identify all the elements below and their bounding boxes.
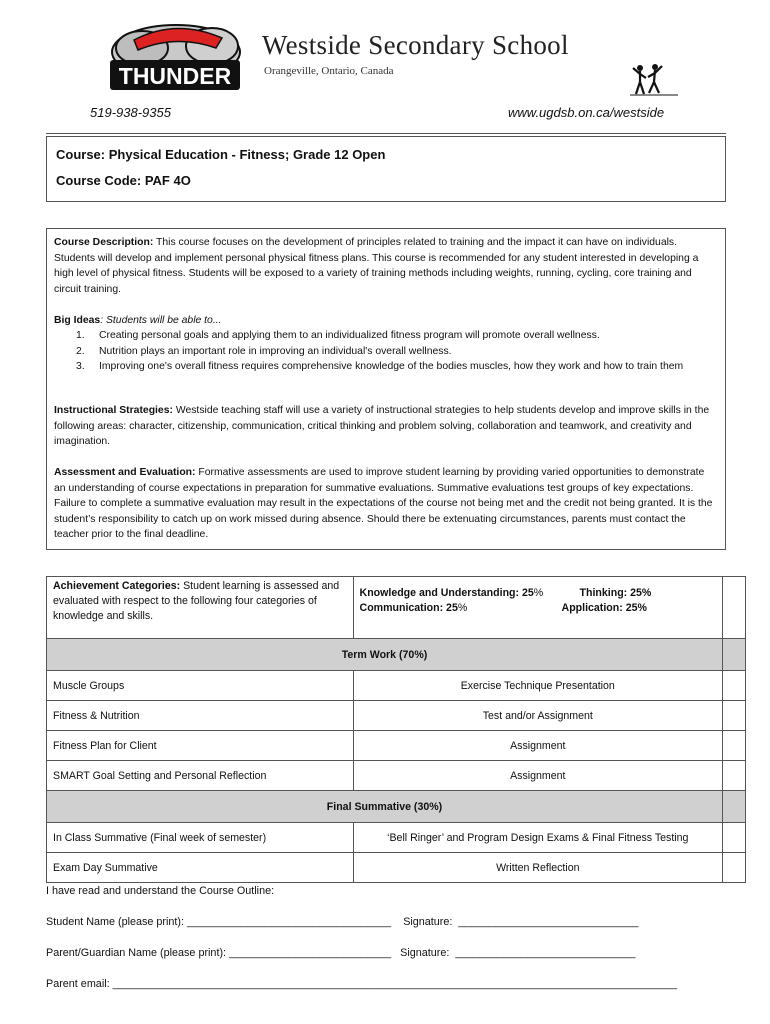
term-item: Fitness Plan for Client bbox=[47, 731, 354, 761]
table-side-cell bbox=[723, 791, 746, 823]
big-ideas-heading bbox=[54, 313, 716, 329]
achievement-categories-text: Student learning is assessed and evaluated with respect to the following four categories of knowledge and skills. bbox=[53, 580, 340, 622]
list-number: 2. bbox=[76, 345, 85, 357]
big-ideas-label: Big Ideas bbox=[54, 315, 101, 326]
table-row bbox=[47, 823, 746, 853]
final-item: In Class Summative (Final week of semester) bbox=[47, 823, 354, 853]
course-title: Course: Physical Education - Fitness; Grade 12 Open bbox=[56, 147, 386, 162]
acknowledgement-statement: I have read and understand the Course Outline: bbox=[46, 885, 275, 897]
table-side-cell bbox=[723, 639, 746, 671]
table-side-cell bbox=[723, 701, 746, 731]
final-evaluation: Written Reflection bbox=[353, 853, 722, 883]
school-name: Westside Secondary School bbox=[262, 30, 569, 60]
big-ideas-intro: : Students will be able to... bbox=[100, 315, 222, 326]
parent-name-signature-line[interactable]: Parent/Guardian Name (please print): ___________________________ Signature: ______________________________ bbox=[46, 947, 636, 959]
parent-email-line[interactable]: Parent email: ______________________________________________________________________________________________ bbox=[46, 978, 678, 990]
course-info-box bbox=[46, 136, 726, 202]
school-location: Orangeville, Ontario, Canada bbox=[264, 65, 394, 77]
table-row bbox=[47, 731, 746, 761]
table-side-cell bbox=[723, 731, 746, 761]
table-row bbox=[47, 761, 746, 791]
assessment-evaluation bbox=[54, 465, 716, 543]
table-row bbox=[47, 853, 746, 883]
big-ideas-list bbox=[54, 328, 716, 375]
table-row bbox=[47, 577, 746, 639]
knowledge-weight: Knowledge and Understanding: 25 bbox=[359, 587, 534, 599]
term-evaluation: Assignment bbox=[353, 731, 722, 761]
assessment-evaluation-label: Assessment and Evaluation: bbox=[54, 467, 196, 478]
term-work-header: Term Work (70%) bbox=[47, 639, 723, 671]
course-code: Course Code: PAF 4O bbox=[56, 173, 191, 188]
student-name-signature-line[interactable]: Student Name (please print): __________________________________ Signature: ______________________________ bbox=[46, 916, 639, 928]
header-divider bbox=[46, 133, 726, 134]
phone-number: 519-938-9355 bbox=[90, 105, 171, 120]
table-row bbox=[47, 701, 746, 731]
knowledge-weight-percent: % bbox=[533, 587, 544, 599]
list-number: 1. bbox=[76, 330, 85, 341]
evaluation-table bbox=[46, 576, 746, 883]
application-weight: Application: 25% bbox=[561, 602, 647, 614]
thinking-weight: Thinking: 25% bbox=[579, 587, 652, 599]
logo-wordmark: THUNDER bbox=[118, 63, 232, 89]
achievement-categories-cell bbox=[47, 577, 354, 639]
website-link[interactable]: www.ugdsb.on.ca/westside bbox=[508, 105, 665, 120]
final-evaluation: ‘Bell Ringer’ and Program Design Exams & Final Fitness Testing bbox=[353, 823, 722, 853]
term-evaluation: Test and/or Assignment bbox=[353, 701, 722, 731]
thunder-logo bbox=[104, 20, 246, 100]
term-evaluation: Exercise Technique Presentation bbox=[353, 671, 722, 701]
athletes-icon bbox=[628, 62, 680, 98]
list-item bbox=[54, 328, 716, 344]
course-description-label: Course Description: bbox=[54, 237, 154, 248]
list-text: Creating personal goals and applying them to an individualized fitness program will promote overall wellness. bbox=[99, 330, 600, 341]
table-side-cell bbox=[723, 853, 746, 883]
course-description bbox=[54, 235, 716, 297]
final-item: Exam Day Summative bbox=[47, 853, 354, 883]
course-description-text: This course focuses on the development of principles related to training and the impact it can have on individuals. Students will develop and implement personal physical fitness plans. This course is recommended for any student interested in developing a high level of physical fitness. Students will be exposed to a variety of training methods including weights, running, cycling, core training and circuit training. bbox=[54, 237, 699, 295]
term-evaluation: Assignment bbox=[353, 761, 722, 791]
list-item bbox=[54, 359, 716, 375]
list-item bbox=[54, 344, 716, 360]
table-row bbox=[47, 671, 746, 701]
final-summative-header: Final Summative (30%) bbox=[47, 791, 723, 823]
category-weights-cell bbox=[353, 577, 722, 639]
table-side-cell bbox=[723, 823, 746, 853]
list-text: Improving one's overall fitness requires comprehensive knowledge of the bodies muscles, how they work and how to train them bbox=[99, 361, 684, 372]
term-item: Muscle Groups bbox=[47, 671, 354, 701]
list-number: 3. bbox=[76, 361, 85, 372]
table-side-cell bbox=[723, 761, 746, 791]
list-text: Nutrition plays an important role in improving an individual's overall wellness. bbox=[99, 345, 452, 357]
instructional-strategies-label: Instructional Strategies: bbox=[54, 405, 173, 416]
table-side-cell bbox=[723, 671, 746, 701]
achievement-categories-label: Achievement Categories: bbox=[53, 580, 181, 592]
communication-weight-percent: % bbox=[457, 602, 468, 614]
instructional-strategies-text: Westside teaching staff will use a variety of instructional strategies to help students develop and improve skills in the following areas: character, citizenship, communication, critical thinking and problem solving, collaboration and teamwork, and creativity and imagination. bbox=[54, 405, 710, 447]
term-item: SMART Goal Setting and Personal Reflection bbox=[47, 761, 354, 791]
assessment-evaluation-text: Formative assessments are used to improve student learning by providing varied opportunities to demonstrate an understanding of course expectations in preparation for summative evaluations. Summative evaluations test groups of key expectations. Failure to complete a summative evaluation may result in the expectations of the course not being met and the credit not being granted. It is the student’s responsibility to catch up on work missed during absence. Should there be extenuating circumstances, parents must contact the teacher prior to the final deadline. bbox=[54, 467, 713, 540]
communication-weight: Communication: 25 bbox=[359, 602, 458, 614]
table-side-cell bbox=[723, 577, 746, 639]
table-section-header bbox=[47, 639, 746, 671]
instructional-strategies bbox=[54, 403, 716, 450]
table-section-header bbox=[47, 791, 746, 823]
term-item: Fitness & Nutrition bbox=[47, 701, 354, 731]
